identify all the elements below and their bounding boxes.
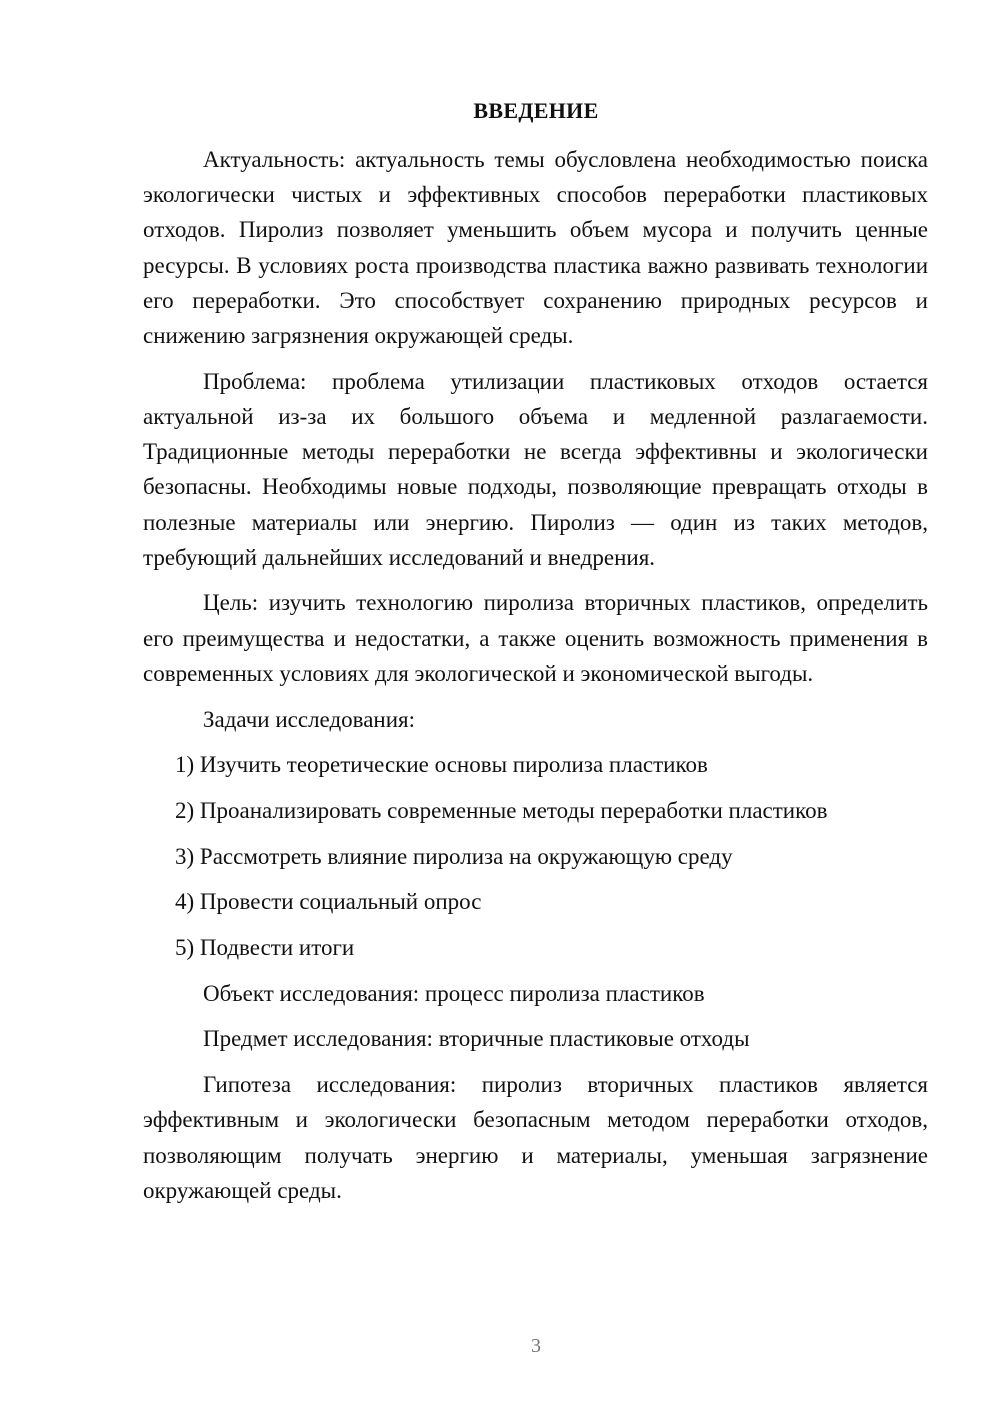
paragraph-object: Объект исследования: процесс пиролиза пластиков	[203, 980, 705, 1006]
page-title: ВВЕДЕНИЕ	[473, 98, 599, 123]
paragraph-problem: Проблема: проблема утилизации пластиковых отходов остается актуальной из-за их большого объема и медленной разлагаемости. Традиционные методы переработки не всегда эффективны и экологически безопасны. Необходимы новые подходы, позволяющие превращать отходы в полезные материалы или энергию. Пиролиз — один из таких методов, требующий дальнейших исследований и внедрения.	[143, 368, 928, 570]
tasks-list	[143, 747, 928, 965]
list-item: 5) Подвести итоги	[175, 935, 355, 961]
paragraph-goal: Цель: изучить технологию пиролиза вторичных пластиков, определить его преимущества и недостатки, а также оценить возможность применения в современных условиях для экологической и экономической выгоды.	[143, 590, 928, 686]
document-body	[143, 142, 928, 1218]
paragraph-hypothesis: Гипотеза исследования: пиролиз вторичных пластиков является эффективным и экологически безопасным методом переработки отходов, позволяющим получать энергию и материалы, уменьшая загрязнение окружающей среды.	[143, 1072, 928, 1203]
tasks-heading: Задачи исследования:	[203, 706, 416, 732]
page-number: 3	[531, 1335, 541, 1357]
list-item: 3) Рассмотреть влияние пиролиза на окружающую среду	[175, 843, 733, 869]
list-item: 4) Провести социальный опрос	[175, 889, 482, 915]
paragraph-subject: Предмет исследования: вторичные пластиковые отходы	[203, 1026, 750, 1052]
list-item: 1) Изучить теоретические основы пиролиза пластиков	[175, 752, 708, 778]
paragraph-relevance: Актуальность: актуальность темы обусловлена необходимостью поиска экологически чистых и эффективных способов переработки пластиковых отходов. Пиролиз позволяет уменьшить объем мусора и получить ценные ресурсы. В условиях роста производства пластика важно развивать технологии его переработки. Это способствует сохранению природных ресурсов и снижению загрязнения окружающей среды.	[143, 147, 928, 349]
list-item: 2) Проанализировать современные методы переработки пластиков	[175, 797, 828, 823]
